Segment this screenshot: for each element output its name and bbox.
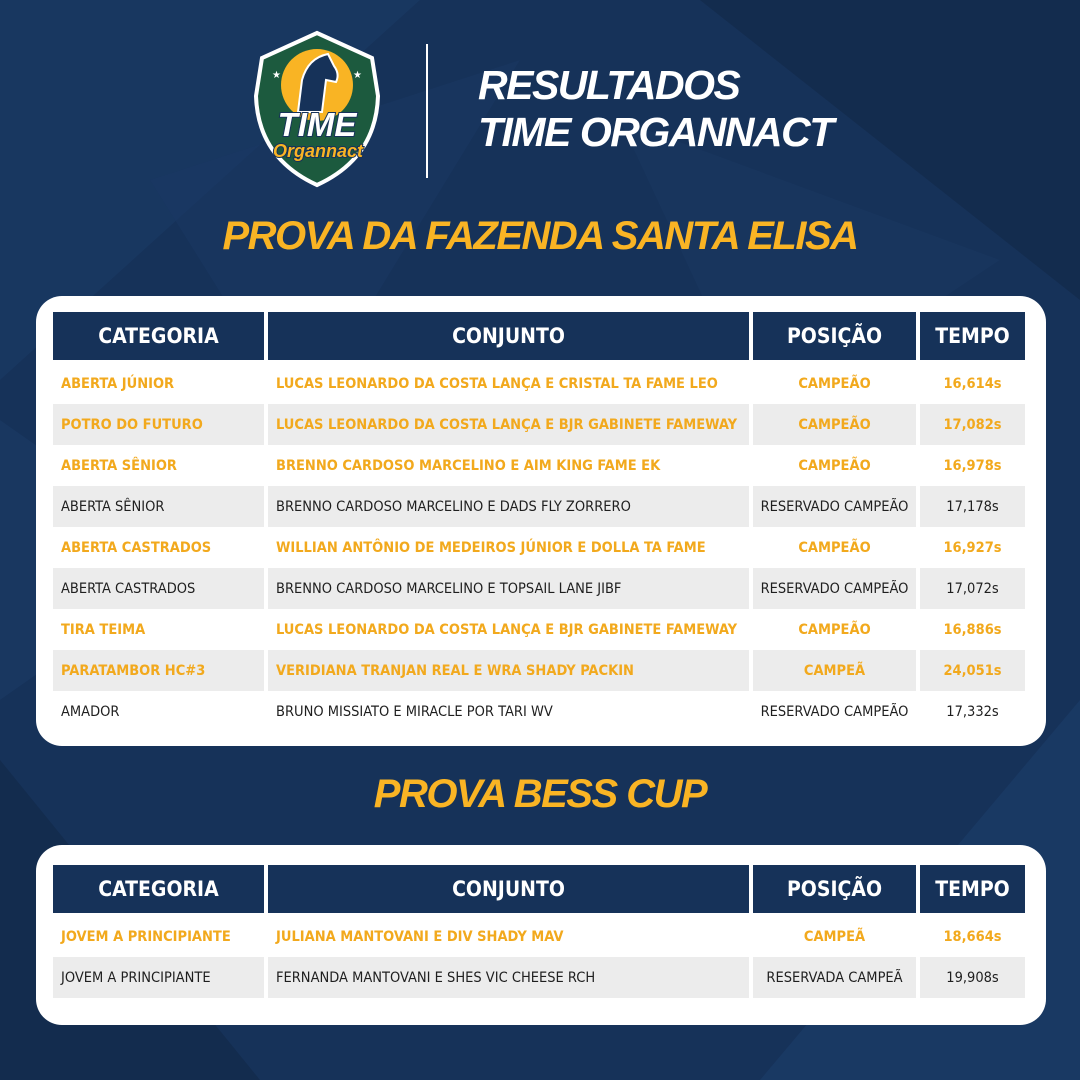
cell-tempo: 16,886s xyxy=(943,621,1002,638)
cell-categoria: ABERTA CASTRADOS xyxy=(53,568,264,609)
time-organnact-logo xyxy=(252,30,382,188)
table-row xyxy=(53,568,1025,609)
cell-conjunto: BRUNO MISSIATO E MIRACLE POR TARI WV xyxy=(276,703,553,720)
header-title xyxy=(478,62,833,156)
column-header-conjunto: CONJUNTO xyxy=(268,865,749,916)
column-header-categoria: CATEGORIA xyxy=(53,865,264,916)
table-row xyxy=(53,650,1025,691)
cell-conjunto: BRENNO CARDOSO MARCELINO E AIM KING FAME EK xyxy=(276,457,661,474)
column-header-conjunto: CONJUNTO xyxy=(268,312,749,363)
cell-tempo: 16,927s xyxy=(943,539,1002,556)
logo-text-organnact: Organnact xyxy=(272,141,364,161)
cell-conjunto: JULIANA MANTOVANI E DIV SHADY MAV xyxy=(276,928,564,945)
cell-posicao: CAMPEÃO xyxy=(798,457,871,474)
cell-categoria: ABERTA SÊNIOR xyxy=(61,457,177,474)
cell-posicao: RESERVADO CAMPEÃO xyxy=(760,703,909,720)
table-row xyxy=(53,957,1025,998)
results-card-santa-elisa xyxy=(36,296,1046,746)
cell-tempo: 16,614s xyxy=(943,375,1002,392)
cell-posicao: CAMPEÃO xyxy=(798,621,871,638)
cell-categoria: AMADOR xyxy=(61,703,120,720)
logo-text-time: TIME xyxy=(277,106,357,143)
cell-tempo: 18,664s xyxy=(943,928,1002,945)
cell-tempo: 19,908s xyxy=(920,957,1025,998)
table-header-row xyxy=(53,865,1025,916)
section-title-santa-elisa: PROVA DA FAZENDA SANTA ELISA xyxy=(222,214,858,258)
cell-conjunto: LUCAS LEONARDO DA COSTA LANÇA E BJR GABINETE FAMEWAY xyxy=(268,404,749,445)
column-header-tempo: TEMPO xyxy=(920,312,1025,363)
cell-posicao: CAMPEÃ xyxy=(753,650,916,691)
column-header-posicao: POSIÇÃO xyxy=(753,865,916,916)
header-divider xyxy=(426,44,428,178)
cell-posicao: CAMPEÃ xyxy=(803,928,866,945)
cell-posicao: RESERVADA CAMPEÃ xyxy=(753,957,916,998)
cell-categoria: JOVEM A PRINCIPIANTE xyxy=(53,957,264,998)
cell-posicao: CAMPEÃO xyxy=(798,375,871,392)
table-row xyxy=(53,486,1025,527)
cell-posicao: RESERVADO CAMPEÃO xyxy=(753,486,916,527)
cell-conjunto: BRENNO CARDOSO MARCELINO E DADS FLY ZORRERO xyxy=(268,486,749,527)
cell-conjunto: VERIDIANA TRANJAN REAL E WRA SHADY PACKIN xyxy=(268,650,749,691)
table-row xyxy=(53,691,1025,732)
header-title-line1: RESULTADOS xyxy=(478,62,740,108)
cell-posicao: RESERVADO CAMPEÃO xyxy=(753,568,916,609)
cell-tempo: 16,978s xyxy=(943,457,1002,474)
table-body-santa-elisa xyxy=(53,363,1025,732)
cell-conjunto: LUCAS LEONARDO DA COSTA LANÇA E BJR GABINETE FAMEWAY xyxy=(276,621,738,638)
cell-conjunto: BRENNO CARDOSO MARCELINO E TOPSAIL LANE JIBF xyxy=(268,568,749,609)
table-row xyxy=(53,445,1025,486)
cell-conjunto: LUCAS LEONARDO DA COSTA LANÇA E CRISTAL TA FAME LEO xyxy=(276,375,718,392)
column-header-tempo: TEMPO xyxy=(920,865,1025,916)
table-row xyxy=(53,363,1025,404)
header-title-line2: TIME ORGANNACT xyxy=(478,109,833,155)
cell-categoria: POTRO DO FUTURO xyxy=(53,404,264,445)
cell-posicao: CAMPEÃO xyxy=(798,539,871,556)
cell-categoria: ABERTA JÚNIOR xyxy=(61,375,175,392)
column-header-categoria: CATEGORIA xyxy=(53,312,264,363)
cell-posicao: CAMPEÃO xyxy=(753,404,916,445)
section-title-bess-cup: PROVA BESS CUP xyxy=(373,772,707,816)
table-body-bess-cup xyxy=(53,916,1025,998)
results-table-santa-elisa xyxy=(49,312,1029,732)
cell-tempo: 17,332s xyxy=(946,703,999,720)
svg-text:★: ★ xyxy=(272,70,281,81)
table-header-row xyxy=(53,312,1025,363)
table-row xyxy=(53,916,1025,957)
cell-categoria: ABERTA SÊNIOR xyxy=(53,486,264,527)
cell-tempo: 17,072s xyxy=(920,568,1025,609)
column-header-posicao: POSIÇÃO xyxy=(753,312,916,363)
cell-tempo: 24,051s xyxy=(920,650,1025,691)
results-table-bess-cup xyxy=(49,865,1029,998)
cell-conjunto: WILLIAN ANTÔNIO DE MEDEIROS JÚNIOR E DOLLA TA FAME xyxy=(276,539,706,556)
svg-text:★: ★ xyxy=(353,70,362,81)
cell-categoria: TIRA TEIMA xyxy=(61,621,146,638)
table-row xyxy=(53,609,1025,650)
cell-tempo: 17,082s xyxy=(920,404,1025,445)
table-row xyxy=(53,404,1025,445)
cell-categoria: PARATAMBOR HC#3 xyxy=(53,650,264,691)
cell-categoria: JOVEM A PRINCIPIANTE xyxy=(61,928,231,945)
cell-tempo: 17,178s xyxy=(920,486,1025,527)
cell-categoria: ABERTA CASTRADOS xyxy=(61,539,212,556)
results-card-bess-cup xyxy=(36,845,1046,1025)
cell-conjunto: FERNANDA MANTOVANI E SHES VIC CHEESE RCH xyxy=(268,957,749,998)
table-row xyxy=(53,527,1025,568)
